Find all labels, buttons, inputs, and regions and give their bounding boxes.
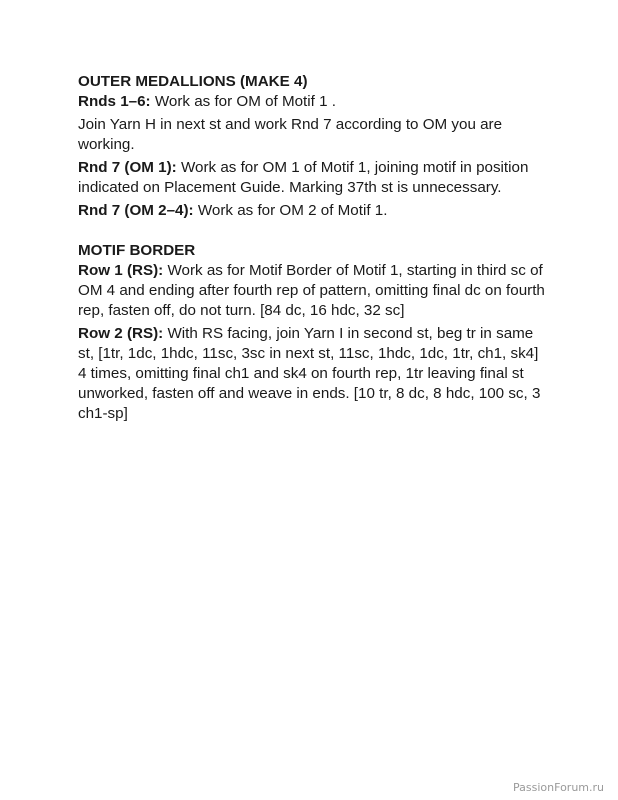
instruction-text: Work as for OM 2 of Motif 1.: [193, 202, 388, 219]
instruction-rnd-7-om-2-4: [78, 201, 548, 221]
outer-medallions-section: [78, 72, 548, 221]
instruction-rnd-7-om-1: [78, 158, 548, 198]
site-watermark: PassionForum.ru: [513, 781, 604, 794]
instruction-row-1: [78, 261, 548, 321]
instruction-rnds-1-6: [78, 92, 548, 112]
section-heading-motif-border: MOTIF BORDER: [78, 242, 196, 259]
instruction-text: Work as for OM 1 of Motif 1, joining motif in position indicated on Placement Guide. Marking 37th st is unnecessary.: [78, 159, 529, 196]
instruction-label: Row 1 (RS):: [78, 262, 164, 279]
instruction-label: Rnds 1–6:: [78, 93, 151, 110]
instruction-label: Row 2 (RS):: [78, 325, 164, 342]
instruction-row-2: [78, 324, 548, 424]
instruction-text: Join Yarn H in next st and work Rnd 7 according to OM you are working.: [78, 116, 503, 153]
section-spacer: [78, 224, 548, 241]
instruction-join-yarn-h: [78, 115, 548, 155]
instruction-text: Work as for OM of Motif 1 .: [150, 93, 336, 110]
pattern-page: [78, 72, 548, 427]
instruction-text: Work as for Motif Border of Motif 1, starting in third sc of OM 4 and ending after fourth rep of pattern, omitting final dc on fourth rep, fasten off, do not turn. [84 dc, 16 hdc, 32 sc]: [78, 262, 545, 319]
motif-border-section: [78, 241, 548, 424]
instruction-label: Rnd 7 (OM 1):: [78, 159, 177, 176]
section-heading-outer-medallions: OUTER MEDALLIONS (MAKE 4): [78, 73, 308, 90]
instruction-label: Rnd 7 (OM 2–4):: [78, 202, 194, 219]
instruction-text: With RS facing, join Yarn I in second st, beg tr in same st, [1tr, 1dc, 1hdc, 11sc, 3sc in next st, 11sc, 1hdc, 1dc, 1tr, ch1, sk4] 4 times, omitting final ch1 and sk4 on fourth rep, 1tr leaving final st unworked, fasten off and weave in ends. [10 tr, 8 dc, 8 hdc, 100 sc, 3 ch1-sp]: [78, 325, 541, 422]
